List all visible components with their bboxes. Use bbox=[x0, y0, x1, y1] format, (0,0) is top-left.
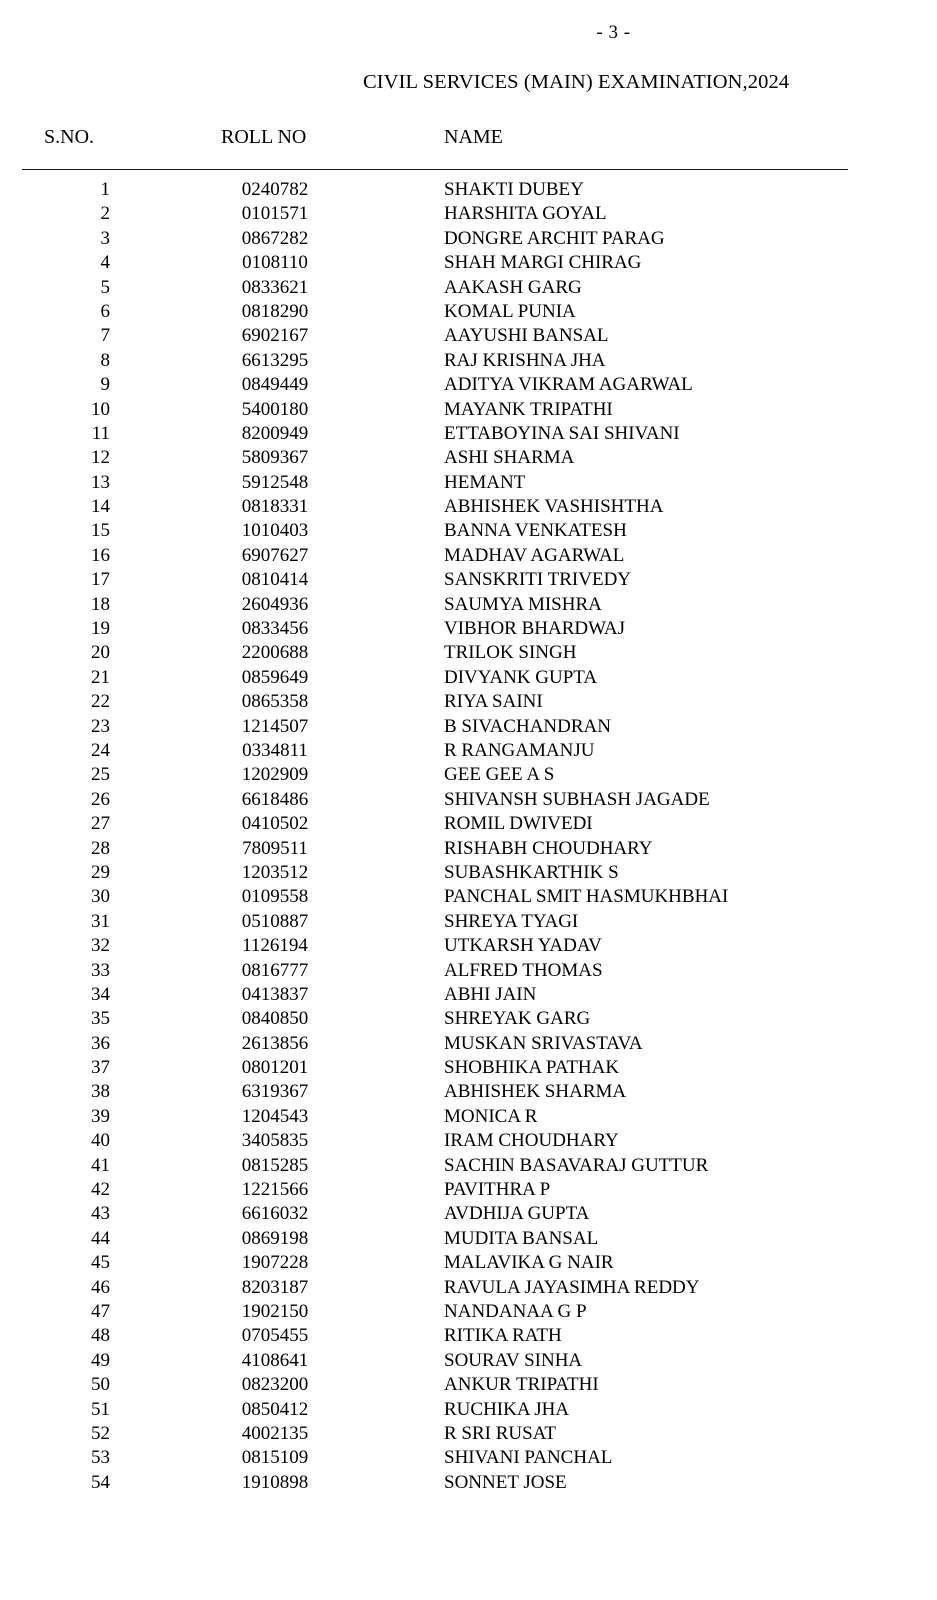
table-row bbox=[0, 1300, 937, 1324]
table-row bbox=[0, 812, 937, 836]
cell-name: SHOBHIKA PATHAK bbox=[444, 1057, 620, 1079]
cell-roll-no: 4108641 bbox=[241, 1349, 309, 1371]
cell-roll-no: 2604936 bbox=[241, 593, 309, 615]
cell-name: RISHABH CHOUDHARY bbox=[444, 837, 653, 859]
table-row bbox=[0, 1422, 937, 1446]
cell-name: RUCHIKA JHA bbox=[444, 1398, 570, 1420]
cell-sno: 49 bbox=[91, 1349, 110, 1371]
table-row bbox=[0, 446, 937, 470]
cell-roll-no: 0240782 bbox=[241, 179, 309, 200]
table-row bbox=[0, 1251, 937, 1275]
cell-sno: 26 bbox=[91, 788, 110, 810]
cell-roll-no: 5400180 bbox=[241, 398, 309, 420]
cell-roll-no: 6907627 bbox=[241, 544, 309, 566]
table-row bbox=[0, 788, 937, 812]
table-row bbox=[0, 1349, 937, 1373]
table-row bbox=[0, 276, 937, 300]
cell-name: SHAKTI DUBEY bbox=[444, 179, 584, 200]
table-row bbox=[0, 1398, 937, 1422]
table-row bbox=[0, 837, 937, 861]
cell-name: ASHI SHARMA bbox=[444, 447, 575, 469]
cell-name: RAJ KRISHNA JHA bbox=[444, 349, 606, 371]
cell-sno: 29 bbox=[91, 861, 110, 883]
table-row bbox=[0, 422, 937, 446]
cell-roll-no: 1203512 bbox=[241, 861, 309, 883]
cell-name: SOURAV SINHA bbox=[444, 1349, 583, 1371]
cell-name: SUBASHKARTHIK S bbox=[444, 861, 619, 883]
cell-sno: 22 bbox=[91, 691, 110, 713]
cell-name: MONICA R bbox=[444, 1105, 538, 1127]
table-column-headers bbox=[0, 126, 937, 154]
cell-roll-no: 0108110 bbox=[242, 252, 308, 274]
cell-roll-no: 0865358 bbox=[241, 691, 309, 713]
cell-sno: 38 bbox=[91, 1081, 110, 1103]
cell-roll-no: 0823200 bbox=[241, 1374, 309, 1396]
cell-sno: 2 bbox=[100, 203, 110, 225]
table-row bbox=[0, 910, 937, 934]
cell-sno: 43 bbox=[91, 1203, 110, 1225]
cell-name: IRAM CHOUDHARY bbox=[444, 1130, 619, 1152]
cell-sno: 50 bbox=[91, 1374, 110, 1396]
table-row bbox=[0, 1007, 937, 1031]
cell-name: HEMANT bbox=[444, 471, 526, 493]
table-row bbox=[0, 1276, 937, 1300]
table-row bbox=[0, 690, 937, 714]
cell-sno: 16 bbox=[91, 544, 110, 566]
cell-roll-no: 1910898 bbox=[241, 1471, 309, 1493]
cell-roll-no: 1902150 bbox=[241, 1300, 309, 1322]
cell-roll-no: 0859649 bbox=[241, 666, 309, 688]
cell-roll-no: 0833456 bbox=[241, 618, 309, 640]
cell-sno: 45 bbox=[91, 1252, 110, 1274]
cell-name: NANDANAA G P bbox=[444, 1300, 587, 1322]
table-row bbox=[0, 1056, 937, 1080]
table-row bbox=[0, 1227, 937, 1251]
cell-sno: 34 bbox=[91, 983, 110, 1005]
cell-sno: 31 bbox=[91, 910, 110, 932]
column-header-roll-no: ROLL NO bbox=[221, 126, 307, 148]
cell-name: B SIVACHANDRAN bbox=[444, 715, 611, 737]
table-row bbox=[0, 1178, 937, 1202]
cell-sno: 17 bbox=[91, 569, 110, 591]
table-row bbox=[0, 617, 937, 641]
cell-sno: 41 bbox=[91, 1154, 110, 1176]
cell-sno: 23 bbox=[91, 715, 110, 737]
cell-roll-no: 1010403 bbox=[241, 520, 309, 542]
cell-roll-no: 8203187 bbox=[241, 1276, 309, 1298]
cell-name: AAYUSHI BANSAL bbox=[444, 325, 609, 347]
table-row bbox=[0, 471, 937, 495]
cell-name: PAVITHRA P bbox=[444, 1179, 551, 1201]
cell-roll-no: 0705455 bbox=[241, 1325, 309, 1347]
cell-name: MUSKAN SRIVASTAVA bbox=[444, 1032, 643, 1054]
cell-roll-no: 0413837 bbox=[241, 983, 309, 1005]
cell-roll-no: 0840850 bbox=[241, 1008, 309, 1030]
table-row bbox=[0, 1202, 937, 1226]
cell-name: MAYANK TRIPATHI bbox=[444, 398, 613, 420]
table-row bbox=[0, 1129, 937, 1153]
cell-sno: 47 bbox=[91, 1300, 110, 1322]
table-row bbox=[0, 1324, 937, 1348]
cell-name: R RANGAMANJU bbox=[444, 739, 595, 761]
cell-sno: 1 bbox=[100, 179, 110, 200]
cell-roll-no: 0101571 bbox=[241, 203, 309, 225]
table-row bbox=[0, 324, 937, 348]
cell-name: SHAH MARGI CHIRAG bbox=[444, 252, 642, 274]
cell-roll-no: 0334811 bbox=[242, 739, 308, 761]
cell-roll-no: 7809511 bbox=[242, 837, 308, 859]
table-row bbox=[0, 1154, 937, 1178]
table-row bbox=[0, 251, 937, 275]
cell-roll-no: 1221566 bbox=[241, 1179, 309, 1201]
cell-sno: 54 bbox=[91, 1471, 110, 1493]
cell-sno: 44 bbox=[91, 1227, 110, 1249]
table-row bbox=[0, 373, 937, 397]
cell-sno: 52 bbox=[91, 1422, 110, 1444]
table-row bbox=[0, 178, 937, 202]
cell-roll-no: 1202909 bbox=[241, 764, 309, 786]
cell-roll-no: 0410502 bbox=[241, 813, 309, 835]
cell-name: ETTABOYINA SAI SHIVANI bbox=[444, 422, 680, 444]
cell-name: MADHAV AGARWAL bbox=[444, 544, 625, 566]
cell-sno: 28 bbox=[91, 837, 110, 859]
cell-sno: 5 bbox=[100, 276, 110, 298]
cell-sno: 36 bbox=[91, 1032, 110, 1054]
table-row bbox=[0, 544, 937, 568]
cell-sno: 32 bbox=[91, 935, 110, 957]
cell-sno: 18 bbox=[91, 593, 110, 615]
table-row bbox=[0, 227, 937, 251]
cell-name: RAVULA JAYASIMHA REDDY bbox=[444, 1276, 700, 1298]
page-number: - 3 - bbox=[596, 22, 631, 43]
cell-sno: 3 bbox=[100, 227, 110, 249]
cell-name: UTKARSH YADAV bbox=[444, 935, 602, 957]
cell-name: TRILOK SINGH bbox=[444, 642, 577, 664]
cell-sno: 8 bbox=[100, 349, 110, 371]
cell-roll-no: 6319367 bbox=[241, 1081, 309, 1103]
cell-sno: 9 bbox=[100, 374, 110, 396]
cell-sno: 46 bbox=[91, 1276, 110, 1298]
cell-roll-no: 0850412 bbox=[241, 1398, 309, 1420]
cell-sno: 12 bbox=[91, 447, 110, 469]
cell-name: PANCHAL SMIT HASMUKHBHAI bbox=[444, 886, 729, 908]
cell-name: HARSHITA GOYAL bbox=[444, 203, 607, 225]
table-row bbox=[0, 202, 937, 226]
cell-sno: 27 bbox=[91, 813, 110, 835]
cell-sno: 42 bbox=[91, 1179, 110, 1201]
table-row bbox=[0, 1032, 937, 1056]
cell-name: SONNET JOSE bbox=[444, 1471, 567, 1493]
cell-sno: 33 bbox=[91, 959, 110, 981]
cell-roll-no: 1214507 bbox=[241, 715, 309, 737]
cell-name: R SRI RUSAT bbox=[444, 1422, 556, 1444]
cell-roll-no: 0801201 bbox=[241, 1057, 309, 1079]
cell-roll-no: 0818290 bbox=[241, 300, 309, 322]
cell-name: ADITYA VIKRAM AGARWAL bbox=[444, 374, 693, 396]
cell-roll-no: 0816777 bbox=[241, 959, 309, 981]
cell-roll-no: 0815285 bbox=[241, 1154, 309, 1176]
cell-sno: 10 bbox=[91, 398, 110, 420]
cell-name: SANSKRITI TRIVEDY bbox=[444, 569, 632, 591]
cell-name: ROMIL DWIVEDI bbox=[444, 813, 593, 835]
cell-roll-no: 0849449 bbox=[241, 374, 309, 396]
cell-roll-no: 3405835 bbox=[241, 1130, 309, 1152]
cell-sno: 19 bbox=[91, 618, 110, 640]
cell-name: ABHISHEK SHARMA bbox=[444, 1081, 627, 1103]
cell-sno: 51 bbox=[91, 1398, 110, 1420]
table-row bbox=[0, 519, 937, 543]
cell-name: RIYA SAINI bbox=[444, 691, 543, 713]
column-header-name: NAME bbox=[444, 126, 503, 148]
cell-sno: 24 bbox=[91, 739, 110, 761]
table-row bbox=[0, 739, 937, 763]
cell-sno: 6 bbox=[100, 300, 110, 322]
column-header-sno: S.NO. bbox=[44, 126, 95, 148]
table-row bbox=[0, 861, 937, 885]
table-row bbox=[0, 349, 937, 373]
table-row bbox=[0, 715, 937, 739]
table-row bbox=[0, 1446, 937, 1470]
cell-roll-no: 0869198 bbox=[241, 1227, 309, 1249]
table-row bbox=[0, 495, 937, 519]
cell-name: SAUMYA MISHRA bbox=[444, 593, 602, 615]
cell-sno: 25 bbox=[91, 764, 110, 786]
cell-sno: 53 bbox=[91, 1447, 110, 1469]
cell-sno: 35 bbox=[91, 1008, 110, 1030]
cell-sno: 39 bbox=[91, 1105, 110, 1127]
cell-name: SHIVANI PANCHAL bbox=[444, 1447, 613, 1469]
cell-sno: 40 bbox=[91, 1130, 110, 1152]
cell-name: DIVYANK GUPTA bbox=[444, 666, 598, 688]
table-row bbox=[0, 398, 937, 422]
table-row bbox=[0, 934, 937, 958]
cell-name: SACHIN BASAVARAJ GUTTUR bbox=[444, 1154, 709, 1176]
table-row bbox=[0, 568, 937, 592]
cell-roll-no: 6616032 bbox=[241, 1203, 309, 1225]
cell-roll-no: 6613295 bbox=[241, 349, 309, 371]
cell-sno: 20 bbox=[91, 642, 110, 664]
cell-roll-no: 2200688 bbox=[241, 642, 309, 664]
cell-name: ABHI JAIN bbox=[444, 983, 537, 1005]
cell-roll-no: 1907228 bbox=[241, 1252, 309, 1274]
table-row bbox=[0, 959, 937, 983]
cell-roll-no: 0833621 bbox=[241, 276, 309, 298]
cell-name: ABHISHEK VASHISHTHA bbox=[444, 496, 664, 518]
cell-roll-no: 5809367 bbox=[241, 447, 309, 469]
cell-roll-no: 0818331 bbox=[241, 496, 309, 518]
cell-name: SHREYAK GARG bbox=[444, 1008, 591, 1030]
cell-roll-no: 0815109 bbox=[241, 1447, 309, 1469]
cell-roll-no: 8200949 bbox=[241, 422, 309, 444]
cell-sno: 7 bbox=[100, 325, 110, 347]
table-row bbox=[0, 1080, 937, 1104]
cell-name: SHREYA TYAGI bbox=[444, 910, 579, 932]
table-row bbox=[0, 1105, 937, 1129]
cell-sno: 4 bbox=[100, 252, 110, 274]
page-title: CIVIL SERVICES (MAIN) EXAMINATION,2024 bbox=[363, 71, 790, 93]
cell-sno: 11 bbox=[91, 422, 110, 444]
cell-sno: 21 bbox=[91, 666, 110, 688]
cell-name: KOMAL PUNIA bbox=[444, 300, 576, 322]
header-divider bbox=[22, 169, 848, 170]
cell-sno: 14 bbox=[91, 496, 110, 518]
cell-name: ALFRED THOMAS bbox=[444, 959, 603, 981]
table-row bbox=[0, 593, 937, 617]
results-table-body bbox=[0, 178, 937, 1495]
table-row bbox=[0, 885, 937, 909]
cell-roll-no: 6902167 bbox=[241, 325, 309, 347]
cell-roll-no: 4002135 bbox=[241, 1422, 309, 1444]
table-row bbox=[0, 300, 937, 324]
cell-name: VIBHOR BHARDWAJ bbox=[444, 618, 626, 640]
cell-name: ANKUR TRIPATHI bbox=[444, 1374, 599, 1396]
cell-roll-no: 1204543 bbox=[241, 1105, 309, 1127]
cell-sno: 30 bbox=[91, 886, 110, 908]
cell-name: MUDITA BANSAL bbox=[444, 1227, 599, 1249]
cell-roll-no: 0867282 bbox=[241, 227, 309, 249]
table-row bbox=[0, 641, 937, 665]
cell-name: DONGRE ARCHIT PARAG bbox=[444, 227, 665, 249]
cell-name: AVDHIJA GUPTA bbox=[444, 1203, 590, 1225]
cell-sno: 15 bbox=[91, 520, 110, 542]
cell-name: AAKASH GARG bbox=[444, 276, 582, 298]
cell-roll-no: 0109558 bbox=[241, 886, 309, 908]
cell-roll-no: 5912548 bbox=[241, 471, 309, 493]
cell-roll-no: 6618486 bbox=[241, 788, 309, 810]
cell-name: SHIVANSH SUBHASH JAGADE bbox=[444, 788, 710, 810]
table-row bbox=[0, 1373, 937, 1397]
cell-name: RITIKA RATH bbox=[444, 1325, 562, 1347]
cell-name: MALAVIKA G NAIR bbox=[444, 1252, 614, 1274]
cell-sno: 48 bbox=[91, 1325, 110, 1347]
cell-roll-no: 0810414 bbox=[241, 569, 309, 591]
cell-roll-no: 1126194 bbox=[242, 935, 308, 957]
cell-name: BANNA VENKATESH bbox=[444, 520, 627, 542]
cell-name: GEE GEE A S bbox=[444, 764, 555, 786]
cell-sno: 37 bbox=[91, 1057, 110, 1079]
table-row bbox=[0, 983, 937, 1007]
cell-roll-no: 2613856 bbox=[241, 1032, 309, 1054]
cell-roll-no: 0510887 bbox=[241, 910, 309, 932]
table-row bbox=[0, 763, 937, 787]
table-row bbox=[0, 1471, 937, 1495]
table-row bbox=[0, 666, 937, 690]
cell-sno: 13 bbox=[91, 471, 110, 493]
